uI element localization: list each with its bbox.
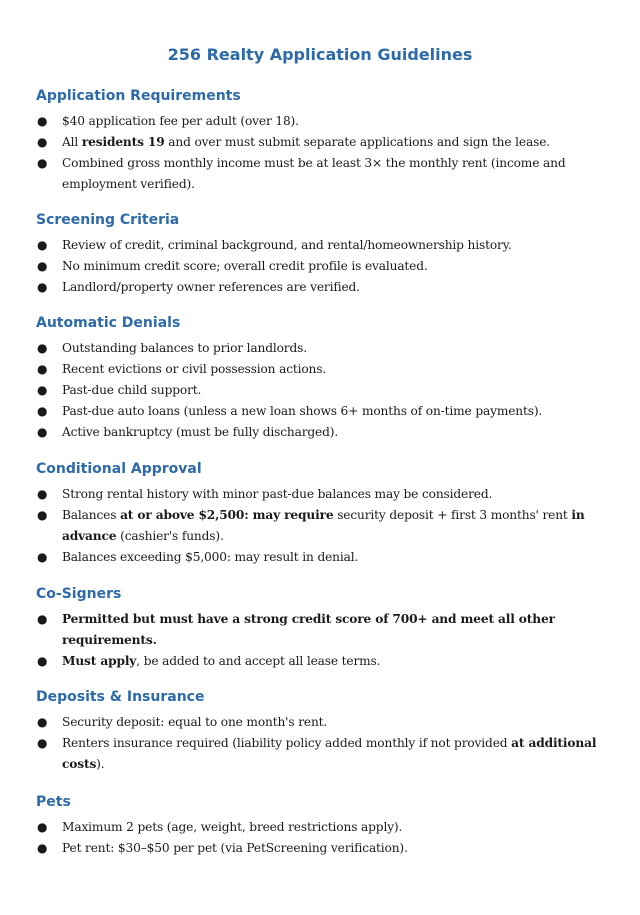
list-item — [36, 712, 626, 733]
list-item — [36, 359, 626, 380]
bullet-icon: ● — [37, 114, 48, 128]
bullet-icon: ● — [37, 404, 48, 418]
section-heading: Screening Criteria — [36, 212, 180, 228]
list-item — [36, 235, 626, 256]
item-text: $40 application fee per adult (over 18). — [62, 114, 299, 128]
bullet-icon: ● — [37, 383, 48, 397]
bullet-icon: ● — [37, 736, 48, 750]
list-item — [36, 153, 626, 195]
section-pets — [36, 793, 626, 859]
list-item — [36, 733, 626, 775]
list-item — [36, 338, 626, 359]
section-heading: Application Requirements — [36, 88, 241, 104]
bullet-list — [36, 111, 626, 195]
bullet-icon: ● — [37, 341, 48, 355]
item-text: ). — [96, 757, 105, 771]
section-heading: Pets — [36, 794, 71, 810]
item-text: Active bankruptcy (must be fully discharged). — [62, 425, 339, 439]
item-text: (cashier's funds). — [116, 529, 224, 543]
list-item — [36, 380, 626, 401]
item-text: Review of credit, criminal background, and rental/homeownership history. — [62, 238, 512, 252]
section-co-signers — [36, 585, 626, 672]
list-item — [36, 111, 626, 132]
bullet-icon: ● — [37, 550, 48, 564]
list-item — [36, 547, 626, 568]
item-text: Combined gross monthly income must be at least 3× the monthly rent (income and employment verified). — [62, 156, 566, 191]
section-application-requirements — [36, 87, 626, 195]
item-text: Balances — [62, 508, 121, 522]
list-item — [36, 609, 626, 651]
list-item — [36, 422, 626, 443]
bold-text: in advance — [62, 508, 585, 543]
bullet-icon: ● — [37, 238, 48, 252]
item-text: Strong rental history with minor past-due balances may be considered. — [62, 487, 493, 501]
item-text: Pet rent: $30–$50 per pet (via PetScreening verification). — [62, 841, 408, 855]
bold-text: at additional costs — [62, 736, 597, 771]
bullet-icon: ● — [37, 280, 48, 294]
section-heading: Deposits & Insurance — [36, 689, 205, 705]
item-text: Recent evictions or civil possession actions. — [62, 362, 327, 376]
bullet-list — [36, 609, 626, 672]
bullet-icon: ● — [37, 841, 48, 855]
item-text: All — [62, 135, 82, 149]
item-text: No minimum credit score; overall credit profile is evaluated. — [62, 259, 428, 273]
item-text: Security deposit: equal to one month's rent. — [62, 715, 328, 729]
bullet-list — [36, 235, 626, 298]
item-text: Renters insurance required (liability policy added monthly if not provided — [62, 736, 512, 750]
list-item — [36, 838, 626, 859]
item-text: Past-due child support. — [62, 383, 202, 397]
bullet-icon: ● — [37, 425, 48, 439]
list-item — [36, 817, 626, 838]
bullet-icon: ● — [37, 715, 48, 729]
item-text: Balances exceeding $5,000: may result in denial. — [62, 550, 359, 564]
list-item — [36, 277, 626, 298]
list-item — [36, 401, 626, 422]
section-heading: Co-Signers — [36, 586, 122, 602]
item-text: Maximum 2 pets (age, weight, breed restrictions apply). — [62, 820, 403, 834]
item-text: Past-due auto loans (unless a new loan shows 6+ months of on-time payments). — [62, 404, 543, 418]
list-item — [36, 256, 626, 277]
item-text: and over must submit separate applications and sign the lease. — [164, 135, 550, 149]
bullet-icon: ● — [37, 820, 48, 834]
section-heading: Conditional Approval — [36, 461, 202, 477]
section-screening-criteria — [36, 211, 626, 298]
bullet-list — [36, 338, 626, 443]
section-automatic-denials — [36, 314, 626, 443]
item-text: security deposit + first 3 months' rent — [333, 508, 572, 522]
bold-text: residents 19 — [81, 135, 165, 149]
item-text: Landlord/property owner references are verified. — [62, 280, 360, 294]
list-item — [36, 484, 626, 505]
bullet-icon: ● — [37, 259, 48, 273]
list-item — [36, 651, 626, 672]
item-text: , be added to and accept all lease terms. — [136, 654, 381, 668]
bullet-list — [36, 484, 626, 568]
bullet-list — [36, 817, 626, 859]
bullet-icon: ● — [37, 156, 48, 170]
section-conditional-approval — [36, 460, 626, 568]
bold-text: Permitted but must have a strong credit score of 700+ and meet all other requirements. — [62, 612, 555, 647]
section-deposits-insurance — [36, 688, 626, 775]
bullet-icon: ● — [37, 508, 48, 522]
document-title: 256 Realty Application Guidelines — [167, 45, 473, 64]
bullet-list — [36, 712, 626, 775]
bullet-icon: ● — [37, 135, 48, 149]
bullet-icon: ● — [37, 654, 48, 668]
bold-text: Must apply — [62, 654, 137, 668]
section-heading: Automatic Denials — [36, 315, 181, 331]
bullet-icon: ● — [37, 612, 48, 626]
list-item — [36, 505, 626, 547]
bullet-icon: ● — [37, 362, 48, 376]
item-text: Outstanding balances to prior landlords. — [62, 341, 307, 355]
bullet-icon: ● — [37, 487, 48, 501]
list-item — [36, 132, 626, 153]
bold-text: at or above $2,500: may require — [120, 508, 334, 522]
